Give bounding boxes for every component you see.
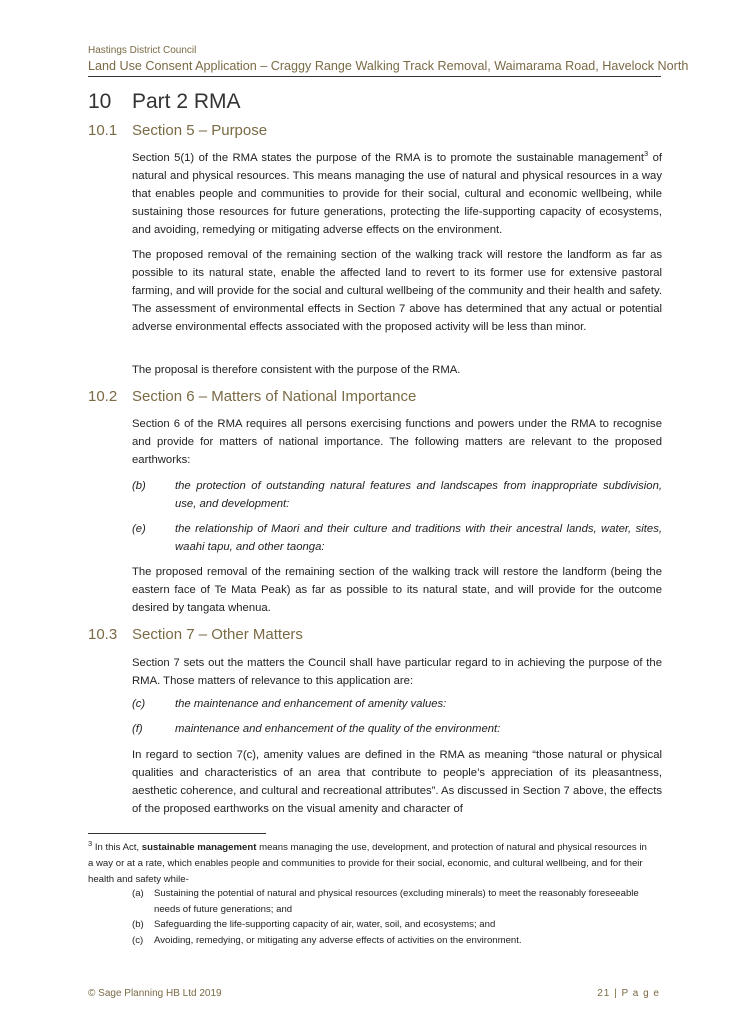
list-item	[132, 477, 662, 513]
footer-page-number: 21 | P a g e	[597, 988, 660, 999]
list-item-text: Sustaining the potential of natural and physical resources (excluding minerals) to meet the reasonably foreseeable needs of future generations; and	[154, 888, 639, 915]
paragraph: The proposal is therefore consistent with the purpose of the RMA.	[132, 364, 461, 376]
footnote-text: means managing the use, development, and protection of natural and physical resources in a way or at a rate, which enables people and communities to provide for their social, economic, and cultural wellbeing, and for their health and safety while-	[88, 842, 647, 885]
list-item-text: the maintenance and enhancement of amenity values:	[175, 698, 447, 710]
paragraph: The proposed removal of the remaining section of the walking track will restore the landform (being the eastern face of Te Mata Peak) as far as possible to its natural state, and will provide for the outcome desired by tangata whenua.	[132, 566, 662, 614]
paragraph-text: of natural and physical resources. This means managing the use of natural and physical resources in a way that enables people and communities to provide for their social, cultural and economic wellbeing, while sustaining those resources for future generations, protecting the life-supporting capacity of ecosystems, and avoiding, remedying or mitigating adverse effects on the environment.	[132, 152, 663, 236]
paragraph: Section 7 sets out the matters the Council shall have particular regard to in achieving the purpose of the RMA. Those matters of relevance to this application are:	[132, 657, 662, 687]
list-marker: (e)	[132, 523, 146, 535]
footnote-list-item	[132, 917, 652, 933]
footnote-list-item	[132, 886, 652, 917]
list-item-text: the relationship of Maori and their culture and traditions with their ancestral lands, water, sites, waahi tapu, and other taonga:	[175, 523, 662, 553]
subsection-heading-purpose	[88, 122, 267, 139]
footnote-number: 3	[88, 838, 93, 848]
subsection-title: Section 7 – Other Matters	[132, 626, 303, 643]
list-item-text: maintenance and enhancement of the quality of the environment:	[175, 723, 501, 735]
footnote-term: sustainable management	[141, 842, 257, 853]
subsection-number: 10.3	[88, 626, 118, 643]
footnote-text: In this Act,	[92, 842, 142, 853]
list-marker: (c)	[132, 698, 146, 710]
footnote	[88, 840, 648, 888]
list-item-text: Avoiding, remedying, or mitigating any adverse effects of activities on the environment.	[154, 934, 522, 946]
footnote-list	[132, 886, 652, 948]
list-item	[132, 720, 662, 738]
list-marker: (b)	[132, 480, 146, 492]
list-marker: (a)	[132, 888, 144, 899]
list-marker: (c)	[132, 934, 144, 946]
list-item-text: Safeguarding the life-supporting capacity of air, water, soil, and ecosystems; and	[154, 919, 496, 930]
section-heading	[88, 90, 241, 114]
footnote-reference[interactable]: 3	[644, 149, 649, 159]
subsection-title: Section 5 – Purpose	[132, 122, 268, 139]
paragraph-text: Section 5(1) of the RMA states the purpose of the RMA is to promote the sustainable management	[132, 152, 644, 164]
section-number: 10	[88, 90, 112, 113]
header-document-title: Land Use Consent Application – Craggy Range Walking Track Removal, Waimarama Road, Havelock North	[88, 59, 689, 73]
subsection-heading-national-importance	[88, 388, 416, 405]
footnote-divider	[88, 833, 266, 834]
paragraph	[132, 149, 662, 239]
subsection-heading-other-matters	[88, 626, 303, 643]
subsection-number: 10.2	[88, 388, 118, 405]
header-organisation: Hastings District Council	[88, 45, 197, 56]
paragraph: Section 6 of the RMA requires all persons exercising functions and powers under the RMA to recognise and provide for matters of national importance. The following matters are relevant to the proposed earthworks:	[132, 418, 662, 466]
list-marker: (f)	[132, 723, 143, 735]
footer-copyright: © Sage Planning HB Ltd 2019	[88, 988, 222, 999]
header-divider	[88, 76, 661, 77]
list-item	[132, 695, 662, 713]
subsection-number: 10.1	[88, 122, 118, 139]
subsection-title: Section 6 – Matters of National Importance	[132, 388, 417, 405]
paragraph: The proposed removal of the remaining section of the walking track will restore the landform as far as possible to its natural state, enable the affected land to revert to its former use for extensive pastoral farming, and will provide for the social and cultural wellbeing of the community and their health and safety. The assessment of environmental effects in Section 7 above has determined that any actual or potential adverse environmental effects associated with the proposed activity will be less than minor.	[132, 249, 662, 333]
paragraph: In regard to section 7(c), amenity values are defined in the RMA as meaning “those natural or physical qualities and characteristics of an area that contribute to people’s appreciation of its pleasantness, aesthetic coherence, and cultural and recreational attributes”. As discussed in Section 7 above, the effects of the proposed earthworks on the visual amenity and character of	[132, 749, 662, 815]
list-marker: (b)	[132, 919, 144, 930]
footnote-list-item	[132, 933, 652, 949]
list-item-text: the protection of outstanding natural features and landscapes from inappropriate subdivision, use, and development:	[175, 480, 662, 510]
section-title: Part 2 RMA	[132, 90, 241, 113]
list-item	[132, 520, 662, 556]
